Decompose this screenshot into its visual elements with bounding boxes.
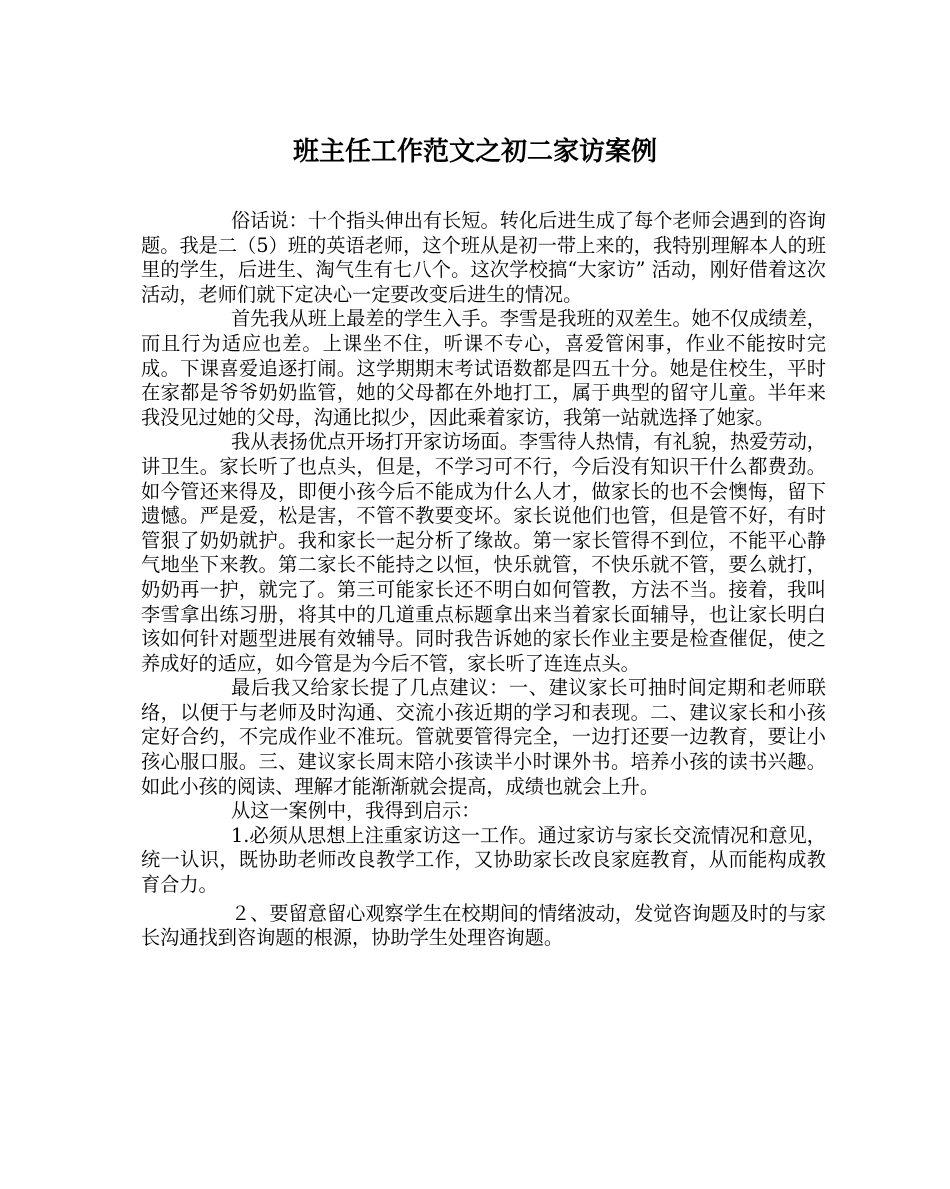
paragraph-4: 最后我又给家长提了几点建议：一、建议家长可抽时间定期和老师联络，以便于与老师及时沟通、交流小孩近期的学习和表现。二、建议家长和小孩定好合约，不完成作业不准玩。管就要管得完全，一边打还要一边教育，要让小孩心服口服。三、建议家长周末陪小孩读半小时课外书。培养小孩的读书兴趣。如此小孩的阅读、理解才能渐渐就会提高，成绩也就会上升。 (141, 676, 826, 798)
paragraph-5: 从这一案例中，我得到启示： (231, 799, 481, 823)
paragraph-6: 1.必须从思想上注重家访这一工作。通过家访与家长交流情况和意见，统一认识，既协助老师改良教学工作，又协助家长改良家庭教育，从而能构成教育合力。 (141, 823, 826, 897)
paragraph-3: 我从表扬优点开场打开家访场面。李雪待人热情，有礼貌，热爱劳动，讲卫生。家长听了也点头，但是，不学习可不行，今后没有知识干什么都费劲。如今管还来得及，即便小孩今后不能成为什么人才，做家长的也不会懊悔，留下遗憾。严是爱，松是害，不管不教要变坏。家长说他们也管，但是管不好，有时管狠了奶奶就护。我和家长一起分析了缘故。第一家长管得不到位，不能平心静气地坐下来教。第二家长不能持之以恒，快乐就管，不快乐就不管，要么就打，奶奶再一护，就完了。第三可能家长还不明白如何管教，方法不当。接着，我叫李雪拿出练习册，将其中的几道重点标题拿出来当着家长面辅导，也让家长明白该如何针对题型进展有效辅导。同时我告诉她的家长作业主要是检查催促，使之养成好的适应，如今管是为今后不管，家长听了连连点头。 (141, 430, 826, 675)
paragraph-2: 首先我从班上最差的学生入手。李雪是我班的双差生。她不仅成绩差，而且行为适应也差。上课坐不住，听课不专心，喜爱管闲事，作业不能按时完成。下课喜爱追逐打闹。这学期期末考试语数都是四五十分。她是住校生，平时在家都是爷爷奶奶监管，她的父母都在外地打工，属于典型的留守儿童。半年来我没见过她的父母，沟通比拟少，因此乘着家访，我第一站就选择了她家。 (141, 307, 826, 429)
paragraph-7: ２、要留意留心观察学生在校期间的情绪波动，发觉咨询题及时的与家长沟通找到咨询题的根源，协助学生处理咨询题。 (141, 901, 826, 950)
paragraph-1: 俗话说：十个指头伸出有长短。转化后进生成了每个老师会遇到的咨询题。我是二（5）班的英语老师，这个班从是初一带上来的，我特别理解本人的班里的学生，后进生、淘气生有七八个。这次学校搞“大家访” 活动，刚好借着这次活动，老师们就下定决心一定要改变后进生的情况。 (141, 209, 826, 306)
document-title: 班主任工作范文之初二家访案例 (292, 137, 657, 167)
document-body (141, 209, 826, 951)
